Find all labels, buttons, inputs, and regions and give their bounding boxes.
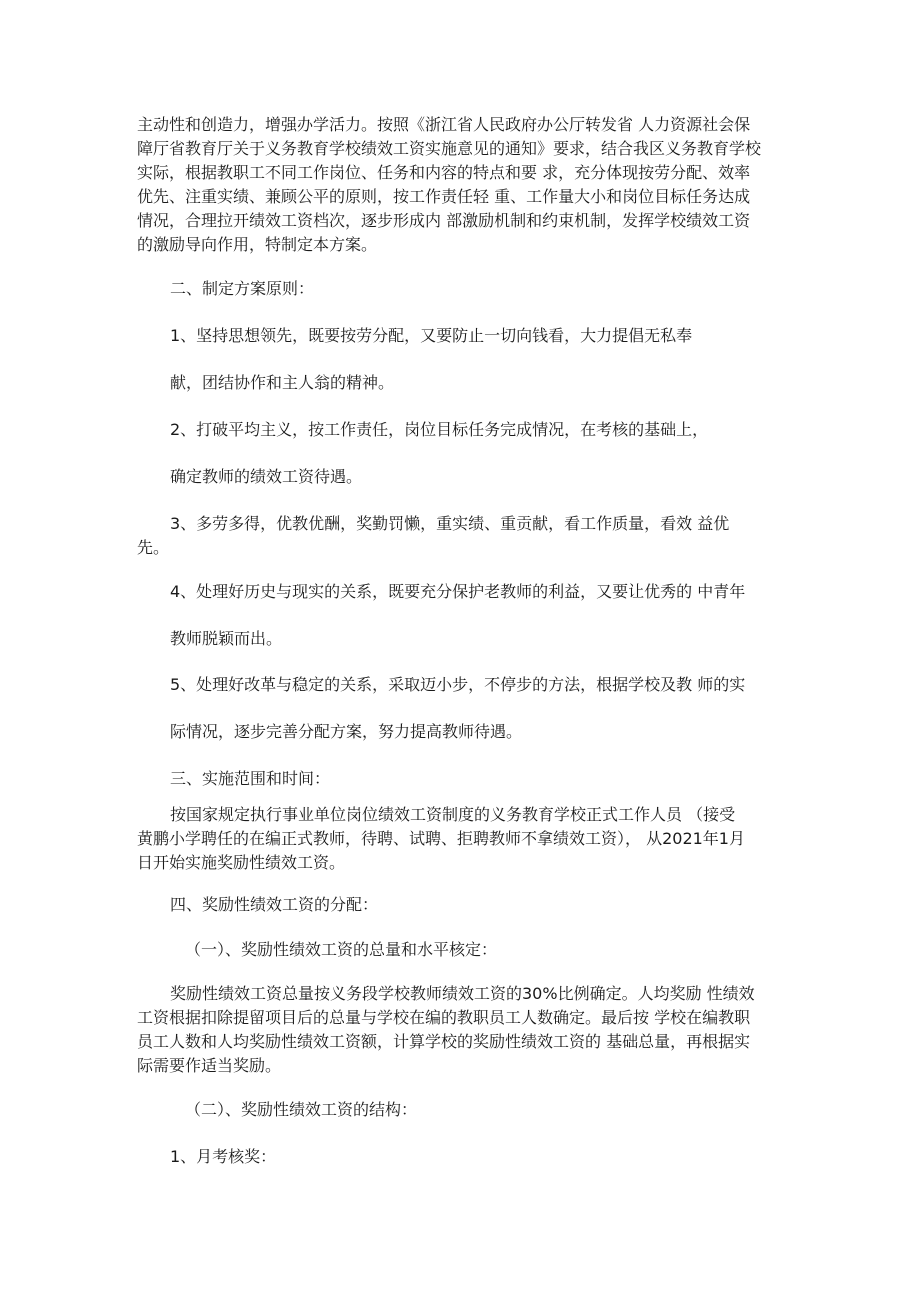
principle-2-line-2: 确定教师的绩效工资待遇。: [170, 467, 363, 486]
text-line: 先。: [137, 538, 170, 557]
text-line: 黄鹏小学聘任的在编正式教师，待聘、试聘、拒聘教师不拿绩效工资）， 从2021年1月: [137, 829, 745, 848]
text-line: 情况，合理拉开绩效工资档次，逐步形成内 部激励机制和约束机制，发挥学校绩效工资: [137, 211, 751, 230]
item-1-heading: 1、月考核奖：: [170, 1147, 277, 1166]
text-line: 日开始实施奖励性绩效工资。: [137, 853, 346, 872]
principle-1-line-1: 1、坚持思想领先，既要按劳分配，又要防止一切向钱看，大力提倡无私奉: [170, 326, 693, 345]
text-line: 员工人数和人均奖励性绩效工资额，计算学校的奖励性绩效工资的 基础总量，再根据实: [137, 1032, 751, 1051]
scope-paragraph: [137, 803, 787, 875]
principle-5-line-2: 际情况，逐步完善分配方案，努力提高教师待遇。: [170, 722, 523, 741]
intro-paragraph: [137, 113, 787, 257]
principle-4-line-1: 4、处理好历史与现实的关系，既要充分保护老教师的利益，又要让优秀的 中青年: [170, 582, 746, 601]
text-line: 实际，根据教职工不同工作岗位、任务和内容的特点和要 求，充分体现按劳分配、效率: [137, 163, 751, 182]
text-line: 优先、注重实绩、兼顾公平的原则，按工作责任轻 重、工作量大小和岗位目标任务达成: [137, 187, 751, 206]
total-paragraph: [137, 982, 787, 1078]
section-4-heading: 四、奖励性绩效工资的分配：: [170, 895, 379, 914]
principle-1-line-2: 献，团结协作和主人翁的精神。: [170, 373, 395, 392]
text-line: 奖励性绩效工资总量按义务段学校教师绩效工资的30%比例确定。人均奖励 性绩效: [170, 984, 755, 1003]
section-2-heading: 二、制定方案原则：: [170, 279, 315, 298]
principle-5-line-1: 5、处理好改革与稳定的关系，采取迈小步，不停步的方法，根据学校及教 师的实: [170, 675, 746, 694]
text-line: 际需要作适当奖励。: [137, 1056, 282, 1075]
principle-4-line-2: 教师脱颖而出。: [170, 629, 283, 648]
text-line: 3、多劳多得，优教优酬，奖勤罚懒，重实绩、重贡献，看工作质量，看效 益优: [170, 514, 730, 533]
text-line: 工资根据扣除提留项目后的总量与学校在编的教职员工人数确定。最后按 学校在编教职: [137, 1008, 751, 1027]
text-line: 按国家规定执行事业单位岗位绩效工资制度的义务教育学校正式工作人员 （接受: [170, 805, 736, 824]
text-line: 障厅省教育厅关于义务教育学校绩效工资实施意见的通知》要求，结合我区义务教育学校: [137, 139, 762, 158]
principle-2-line-1: 2、打破平均主义，按工作责任，岗位目标任务完成情况，在考核的基础上，: [170, 420, 709, 439]
section-3-heading: 三、实施范围和时间：: [170, 769, 331, 788]
subsection-2-heading: （二）、奖励性绩效工资的结构：: [185, 1100, 418, 1119]
text-line: 主动性和创造力，增强办学活力。按照《浙江省人民政府办公厅转发省 人力资源社会保: [137, 115, 751, 134]
text-line: 的激励导向作用，特制定本方案。: [137, 235, 378, 254]
subsection-1-heading: （一）、奖励性绩效工资的总量和水平核定：: [185, 940, 498, 959]
principle-3: [137, 512, 787, 560]
